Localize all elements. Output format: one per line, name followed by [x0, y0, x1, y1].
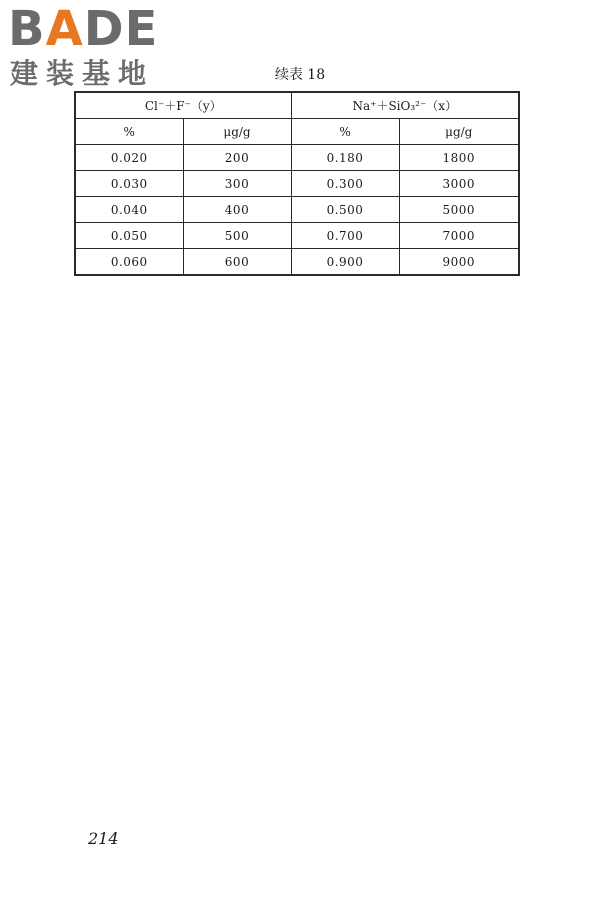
- table-cell: 0.060: [75, 249, 183, 276]
- table-cell: 0.040: [75, 197, 183, 223]
- page-number: 214: [88, 829, 119, 848]
- table-cell: 0.050: [75, 223, 183, 249]
- unit-header-ug-per-g: μg/g: [183, 119, 291, 145]
- table-cell: 0.180: [291, 145, 399, 171]
- table-cell: 300: [183, 171, 291, 197]
- table-cell: 500: [183, 223, 291, 249]
- table-cell: 0.500: [291, 197, 399, 223]
- table-cell: 5000: [399, 197, 519, 223]
- logo-wordmark: BADE: [8, 1, 159, 57]
- table-cell: 3000: [399, 171, 519, 197]
- table-row: [75, 171, 519, 197]
- table-cell: 0.020: [75, 145, 183, 171]
- table-unit-header-row: [75, 119, 519, 145]
- logo-chinese-text: 建装基地: [10, 57, 155, 90]
- table-cell: 1800: [399, 145, 519, 171]
- group-header-na-sio3: Na⁺＋SiO₃²⁻（x）: [291, 92, 519, 119]
- table-cell: 400: [183, 197, 291, 223]
- table-cell: 0.900: [291, 249, 399, 276]
- table-cell: 9000: [399, 249, 519, 276]
- table-row: [75, 223, 519, 249]
- unit-header-ug-per-g: μg/g: [399, 119, 519, 145]
- table-cell: 7000: [399, 223, 519, 249]
- table-row: [75, 249, 519, 276]
- table-caption: 续表 18: [274, 67, 326, 83]
- unit-header-percent: %: [291, 119, 399, 145]
- table-group-header-row: [75, 92, 519, 119]
- group-header-cl-f: Cl⁻＋F⁻（y）: [75, 92, 291, 119]
- table-cell: 0.700: [291, 223, 399, 249]
- unit-header-percent: %: [75, 119, 183, 145]
- data-table: [74, 91, 520, 276]
- table-row: [75, 145, 519, 171]
- table-cell: 0.030: [75, 171, 183, 197]
- table-cell: 600: [183, 249, 291, 276]
- table-cell: 200: [183, 145, 291, 171]
- table-row: [75, 197, 519, 223]
- table-cell: 0.300: [291, 171, 399, 197]
